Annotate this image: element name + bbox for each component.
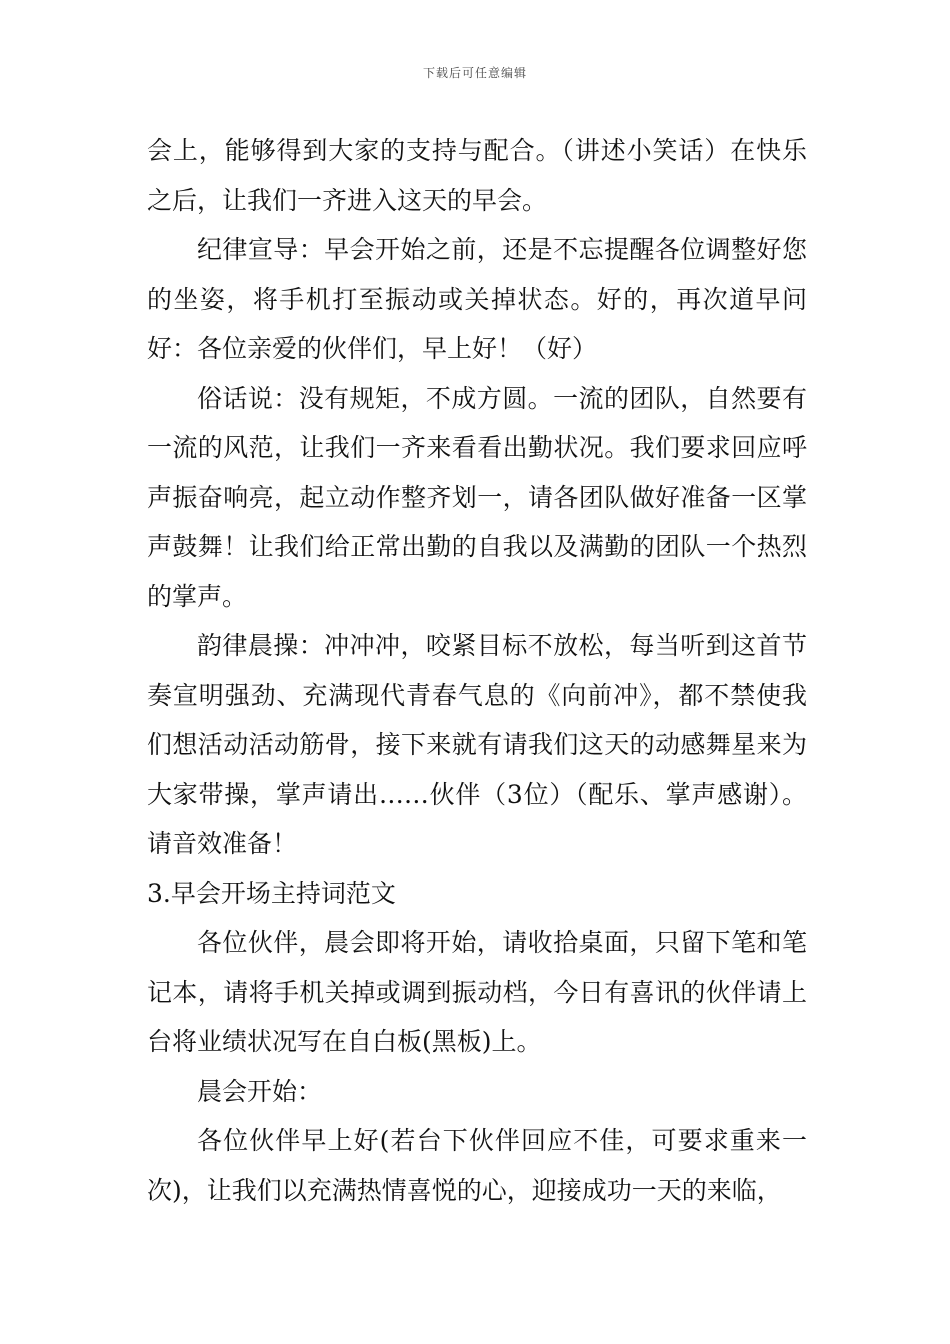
paragraph: 俗话说：没有规矩，不成方圆。一流的团队，自然要有一流的风范，让我们一齐来看看出勤状况。我们要求回应呼声振奋响亮，起立动作整齐划一，请各团队做好准备一区掌声鼓舞！让我们给正常出勤的自我以及满勤的团队一个热烈的掌声。 — [147, 383, 807, 611]
paragraph: 纪律宣导：早会开始之前，还是不忘提醒各位调整好您的坐姿，将手机打至振动或关掉状态。好的，再次道早问好：各位亲爱的伙伴们，早上好！（好） — [147, 235, 807, 363]
paragraph: 会上，能够得到大家的支持与配合。（讲述小笑话）在快乐之后，让我们一齐进入这天的早会。 — [147, 136, 807, 215]
page-header: 下载后可任意编辑 — [422, 66, 527, 80]
paragraph: 各位伙伴早上好(若台下伙伴回应不佳，可要求重来一次)，让我们以充满热情喜悦的心，迎接成功一天的来临， — [147, 1126, 807, 1205]
section-heading: 3.早会开场主持词范文 — [147, 878, 396, 908]
paragraph: 韵律晨操：冲冲冲，咬紧目标不放松，每当听到这首节奏宣明强劲、充满现代青春气息的《向前冲》，都不禁使我们想活动活动筋骨，接下来就有请我们这天的动感舞星来为大家带操，掌声请出……伙伴（3位）（配乐、掌声感谢）。请音效准备！ — [147, 631, 807, 858]
document-body — [147, 126, 807, 1215]
paragraph: 晨会开始： — [197, 1076, 323, 1106]
paragraph: 各位伙伴，晨会即将开始，请收拾桌面，只留下笔和笔记本，请将手机关掉或调到振动档，今日有喜讯的伙伴请上台将业绩状况写在自白板(黑板)上。 — [147, 928, 807, 1056]
